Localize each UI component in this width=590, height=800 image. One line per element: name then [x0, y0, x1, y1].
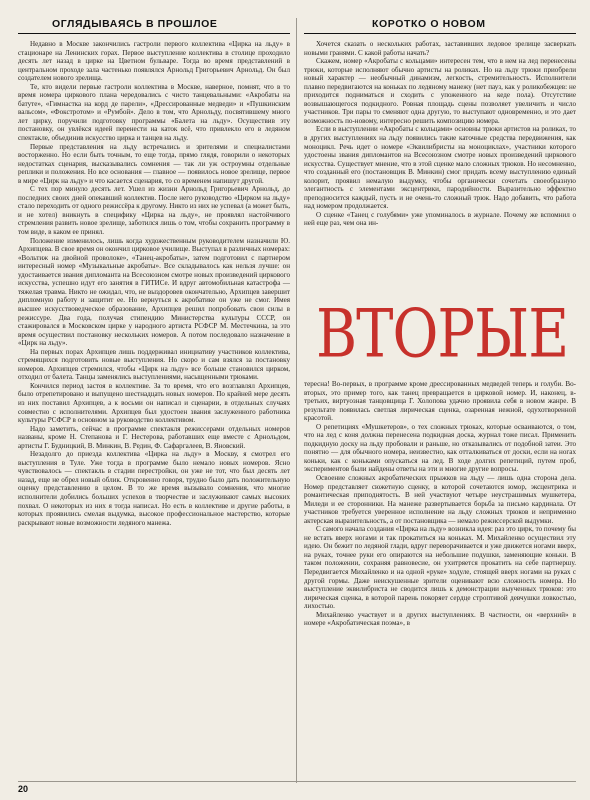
article-title-block — [304, 296, 576, 372]
section-header-right: КОРОТКО О НОВОМ — [304, 18, 576, 34]
left-column — [18, 18, 290, 527]
right-column-top — [304, 18, 576, 228]
column-divider — [296, 18, 297, 783]
left-paragraph-6: На первых порах Архипцев лишь поддерживал инициативу участников коллектива, стремящихся подготовить новые выступления. Но скоро и сам взялся за постановку номеров. Архипцев стремился, чтобы «Цирк на льду» все больше становился цирком, отходил от балета. Танцы заменялись выступлениями, насыщенными трюками. — [18, 347, 290, 382]
left-paragraph-8: Надо заметить, сейчас в программе спектакля режиссерами отдельных номеров названы, кроме Н. Степанова и Г. Нестерова, работавших еще вместе с Арнольдом, артисты Г. Будницкий, В. Минкин, В. Редин, Ф. Сафаргалеев, В. Яновский. — [18, 424, 290, 450]
section-header-left: ОГЛЯДЫВАЯСЬ В ПРОШЛОЕ — [18, 18, 290, 34]
left-paragraph-7: Кончился период застоя в коллективе. За то время, что его возглавлял Архипцев, было отрепетировано и выпущено шестнадцать новых номеров. По крайней мере десять из них поставил Архипцев, а к восьми он написал и сценарии, в отдельных случаях совместно с исполнителями. Архипцев был удостоен звания заслуженного работника культуры РСФСР в основном за руководство коллективом. — [18, 381, 290, 425]
right-paragraph-1: Хочется сказать о нескольких работах, заставивших ледовое зрелище засверкать новыми гранями. С какой работы начать? — [304, 40, 576, 57]
right-paragraph-7: Освоение сложных акробатических прыжков на льду — лишь одна сторона дела. Номер представляет сюжетную сценку, в которой сочетаются юмор, эксцентрика и романтическая приподнятость. В ней участвуют четыре неустрашимых мушкетера, Миледи и ее сторонники. На манеже развертывается борьба за письмо кардинала. От участников требуется уверенное исполнение на льду сложных трюков и неприменно актерская выразительность, а от постановщика — немало режиссерской выдумки. — [304, 474, 576, 525]
left-article-body — [18, 40, 290, 527]
left-paragraph-5: Положение изменилось, лишь когда художественным руководителем назначили Ю. Архипцева. В свое время он окончил цирковое училище. Выступал в различных номерах: «Вольтиж на двойной проволоке», «Танец-акробаты», затем подготовил с партнером интересный номер «Музыкальные акробаты». Все складывалось как нельзя лучше: он удостаивается звания дипломанта на Всесоюзном смотре новых произведений циркового искусства, успешно идут его занятия в ГИТИСе. И вдруг автомобильная катастрофа — тяжелая травма. Никто не ожидал, что, не выздоровев окончательно, Архипцев завершит дипломную работу и защитит ее. Но вернуться к акробатике он уже не смог. Имея высшее искусствоведческое образование, Архипцев решил попробовать свои силы в режиссуре. Два года, получая стипендию Министерства культуры СССР, он стажировался в Московском цирке у народного артиста РСФСР М. Местечкина, за это время осуществил постановку нескольких номеров. А потом последовало назначение в «Цирк на льду». — [18, 236, 290, 348]
right-column-bottom — [304, 380, 576, 628]
right-paragraph-3: Если в выступлении «Акробаты с кольцами» основны трюки артистов на роликах, то в других выступлениях на льду появились такие каточные средства передвижения, как моноцикл. Речь идет о номере «Эквилибристы на моноциклах», участники которого удостоены звания дипломантов на Всесоюзном смотре новых произведений циркового искусства. Существует мнение, что в этой сценке мало сложных трюков. Но несомненно, что созданный его (постановщик В. Минкин) смог придать всему выступлению единый колорит, проявил немалую выдумку, чтобы органически сочетать своеобразную элегантность с элементами эксцентрики, пародийности. Выразительно эффектно преподносится каждый, пусть и не очень-то сложный трюк. Надо добавить, что работа над номером продолжается. — [304, 125, 576, 211]
left-paragraph-1: Недавно в Москве закончились гастроли первого коллектива «Цирка на льду» в стационаре на Ленинских горах. Первое выступление коллектива в столице проходило десять лет назад в цирке на Цветном бульваре. Тогда во время представлений в центральном проходе зала частенько появлялся Арнольд Григорьевич Арнольд. Он был создателем нового зрелища. — [18, 40, 290, 83]
left-paragraph-9: Незадолго до приезда коллектива «Цирка на льду» в Москву, я смотрел его выступления в Туле. Уже тогда в программе было немало новых номеров. Ясно чувствовалось — спектакль в стадии перестройки, он уже не тот, что был десять лет назад, еще не обрел новый облик. Откровенно говоря, трудно было дать положительную оценку представлению в целом. В то же время вызывало сомнения, что многие исполнители добились больших успехов в творчестве и заслуживают самых высоких похвал. О некоторых из них я тогда написал. Но есть в коллективе и другие работы, в которых проявились смелая выдумка, высокое профессиональное мастерство, которые раскрывают новые возможности ледяного манежа. — [18, 450, 290, 527]
right-paragraph-5: тересна! Во-первых, в программе кроме дрессированных медведей теперь и голуби. Во-вторых, это пример того, как танец превращается в цирковой номер. И, наконец, в-третьих, виртуозная танцовщица Г. Холопова удачно проявила себя в новом жанре. В результате появилась светлая лирическая сценка, озаренная нежной, одухотворенной красотой. — [304, 380, 576, 423]
right-paragraph-6: О репетициях «Мушкетеров», о тех сложных трюках, которые осваиваются, о том, что на лед с коня должна перенесена подкидная доска, журнал тоже писал. Применить подкидную доску на льду пробовали и раньше, но отказывались от подобной затеи. Это понятно — для обычного номера, неизвестно, как отталкиваться от доски, если на ногах коньки, как с коньками опускаться на лед. В ходе долгих репетиций, путем проб, экспериментов были найдены ответы на эти и многие другие вопросы. — [304, 422, 576, 474]
right-paragraph-2: Скажем, номер «Акробаты с кольцами» интересен тем, что в нем на лед перенесены трюки, которые исполняют обычно артисты на роликах. Но на льду трюки приобрели новый характер — необычный динамизм, легкость, стремительность. Исполнители плавно передвигаются на коньках по ледяному манежу (нет пауз, как у роликобежцев: не приходится подниматься и сходить с упоженного на кеде пола). Отсутствие возвышающегося подкидного. Ровная площадь сцены позволяет увеличить и число участников. Три пары то сменяют одна другую, то выступают одновременно, и это дает возможность по-новому, интересно решить композицию номера. — [304, 57, 576, 125]
left-paragraph-3: Первые представления на льду встречались и зрителями и специалистами восторженно. Но если быть точным, то еще тогда, прямо глядя, говорили о некоторых недостатках сценария, высказывались сомнения — так ли уж остроумны отдельные реплики и положения. Но все основания — главное — появилось новое зрелище, первое в мире «Цирк на льду» и что касается сценария, то со временем напишут другой. — [18, 142, 290, 185]
right-paragraph-4: О сценке «Танец с голубями» уже упоминалось в журнале. Почему же вспомнил о ней еще раз, чем она ин- — [304, 210, 576, 228]
right-article-body-top — [304, 40, 576, 228]
page-number: 20 — [18, 784, 29, 794]
article-title: ВТОРЫЕ — [316, 295, 569, 373]
left-paragraph-2: Те, кто видели первые гастроли коллектива в Москве, наверное, помнят, что в то время номера циркового плана чередовались с чисто танцевальными: «Акробаты на батуте», «Гимнастка на корд де парели», «Дрессированные медведи» и «Пушкинским вальсом», «Фокстротом» и «Румбой». Дело в том, что Арнольду, посвятившему много лет цирку, поручили подготовку программы «Балета на льду». Осуществив эту постановку, он увлёкся идеей перенести на каток всё, что привлекло его в ледяном спектакле, объединив искусство цирка и танцев на льду. — [18, 82, 290, 143]
right-paragraph-8: С самого начала создания «Цирка на льду» возникла идея: раз это цирк, то почему бы не встать вверх ногами и так прокатиться на коньках. М. Михайленко осуществил эту идею. Он бежит по ледяной глади, вдруг переворачивается и уже движется ногами вверх, на руках, точнее руки его опираются на небольшие подушки, заменяющие коньки. В таком положении, сохраняя равновесие, он ухитряется прокатить на себе партнершу. Передвигается Михайленко и на одной «руке» ходуле, стоящей вверх ногами на руках с другой гормы. Даже неискушенные зрители оценивают всю сложность номера. Но выступление эквилибриста не сводится лишь к демонстрации выученных трюков: это лирическая сценка, в которой парень покоряет сердце строптивой девчушки ловкостью, лихостью. — [304, 525, 576, 611]
right-paragraph-9: Михайленко участвует и в других выступлениях. В частности, он «верхний» в номере «Акробатическая поэма», в — [304, 610, 576, 628]
left-paragraph-4: С тех пор минуло десять лет. Ушел из жизни Арнольд Григорьевич Арнольд, до последних своих дней опекавший коллектив. После него руководство «Цирком на льду» стало переходить от одного режиссёра к другому. Никто из них не успевал (а может быть, и не хотел) вникнуть в специфику «Цирка на льду», не проявлял настойчивого стремления развить новое зрелище, заботился лишь о том, чтобы сохранить программу в том виде, в каком ее принял. — [18, 185, 290, 237]
footer-rule — [18, 781, 576, 782]
